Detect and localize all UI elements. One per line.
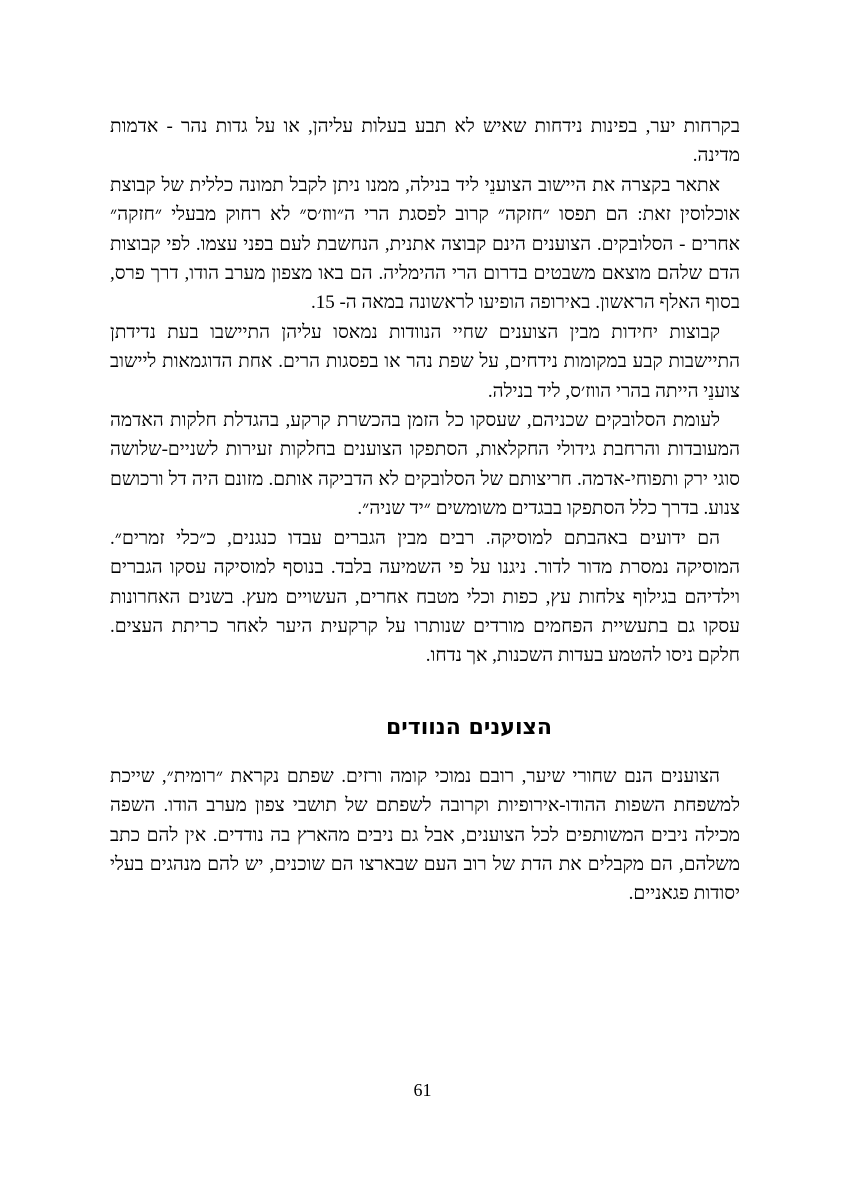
paragraph-settlement-intro: אתאר בקצרה את היישוב הצוענֵי ליד בנילה, ממנו ניתן לקבל תמונה כללית של קבוצת אוכלוסין זאת: הם תפסו ״חזקה״ קרוב לפסגת הרי ה״ווז׳ס״ לא רחוק מבעלי ״חזקה״ אחרים - הסלובקים. הצוענים הינם קבוצה אתנית, הנחשבת לעם בפני עצמו. לפי קבוצות הדם שלהם מוצאם משבטים בדרום הרי ההימליה. הם באו מצפון מערב הודו, דרך פרס, בסוף האלף הראשון. באירופה הופיעו לראשונה במאה ה- 15. bbox=[110, 174, 740, 314]
paragraph-nomads: הצוענים הנם שחורי שיער, רובם נמוכי קומה ורזים. שפתם נקראת ״רומית״, שייכת למשפחת השפות ההודו-אירופיות וקרובה לשפתם של תושבי צפון מערב הודו. השפה מכילה ניבים המשותפים לכל הצוענים, אבל גם ניבים מהארץ בה נודדים. אין להם כתב משלהם, הם מקבלים את הדת של רוב העם שבארצו הם שוכנים, יש להם מנהגים בעלי יסודות פגאניים. bbox=[110, 765, 740, 905]
page-number: 61 bbox=[413, 1080, 432, 1100]
section-heading: הצוענים הנוודים bbox=[385, 714, 552, 740]
paragraph-music: הם ידועים באהבתם למוסיקה. רבים מבין הגברים עבדו כנגנים, כ״כלי זמרים״. המוסיקה נמסרת מדור לדור. ניגנו על פי השמיעה בלבד. בנוסף למוסיקה עסקו הגברים וילדיהם בגילוף צלחות עץ, כפות וכלי מטבח אחרים, העשויים מעץ. בשנים האחרונות עסקו גם בתעשיית הפחמים מורדים שנותרו על קרקעית היער לאחר כריתת העצים. חלקם ניסו להטמע בעדות השכנות, אך נדחו. bbox=[110, 527, 740, 667]
paragraph-continuation: בקרחות יער, בפינות נידחות שאיש לא תבע בעלות עליהן, או על גדות נהר - אדמות מדינה. bbox=[110, 116, 740, 167]
paragraph-settled-groups: קבוצות יחידות מבין הצוענים שחיי הנוודות נמאסו עליהן התיישבו בעת נדידתן התיישבות קבע במקומות נידחים, על שפת נהר או בפסגות הרים. אחת הדוגמאות ליישוב צוענֵי הייתה בהרי הווז׳ס, ליד בנילה. bbox=[110, 321, 740, 402]
page-body bbox=[110, 112, 740, 909]
paragraph-slovak-neighbors: לעומת הסלובקים שכניהם, שעסקו כל הזמן בהכשרת קרקע, בהגדלת חלקות האדמה המעובדות והרחבת גידולי החקלאות, הסתפקו הצוענים בחלקות זעירות לשניים-שלושה סוגי ירק ותפוחי-אדמה. חריצותם של הסלובקים לא הדביקה אותם. מזונם היה דל ורכושם צנוע. בדרך כלל הסתפקו בבגדים משומשים ״יד שניה״. bbox=[110, 410, 740, 520]
